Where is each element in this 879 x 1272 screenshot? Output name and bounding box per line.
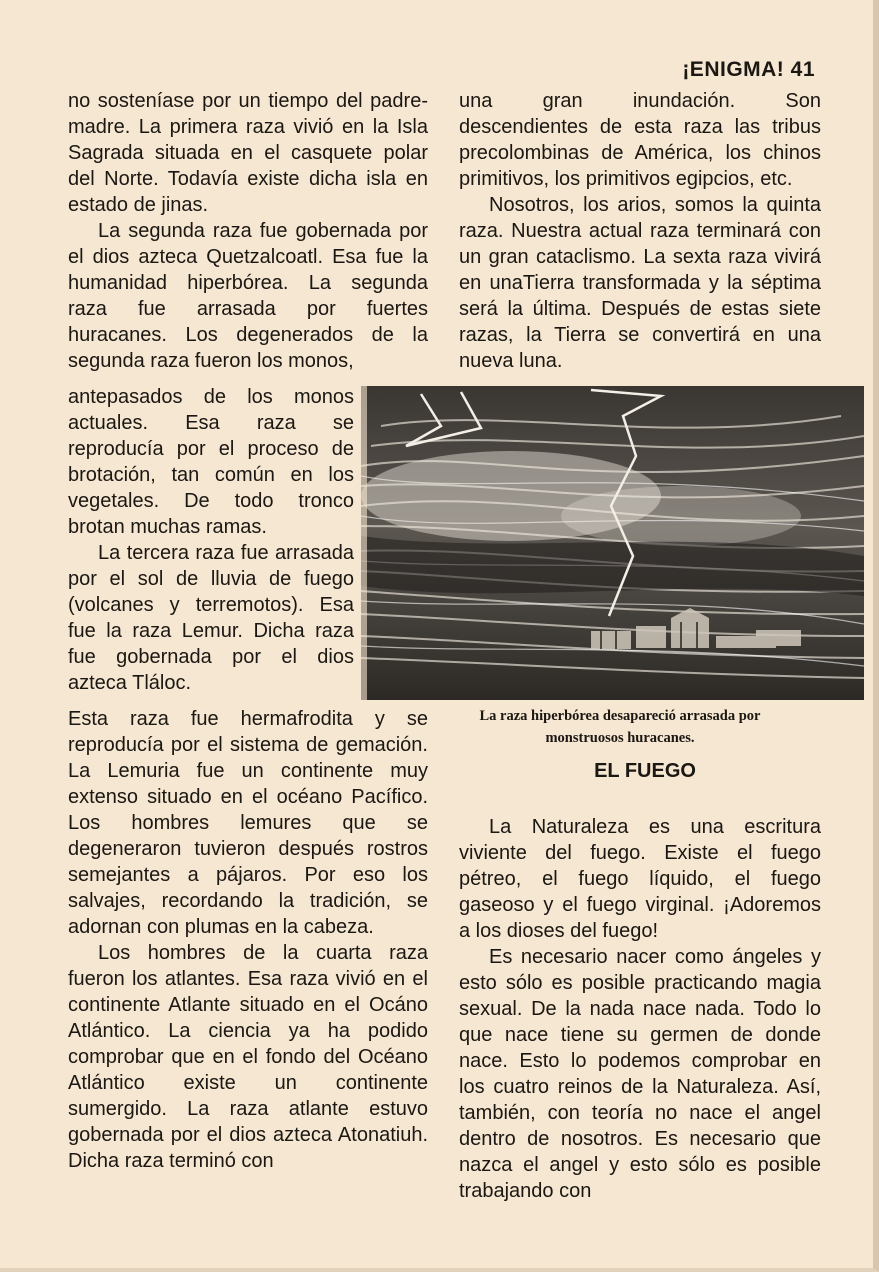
paragraph: no sosteníase por un tiempo del padre-madre. La primera raza vivió en la Isla Sagrada situada en el casquete polar del Norte. Todavía existe dicha isla en estado de jinas. bbox=[68, 90, 428, 216]
paragraph: una gran inundación. Son descendientes de esta raza las tribus precolombinas de América, los chinos primitivos, los primitivos egipcios, etc. bbox=[459, 90, 821, 190]
paragraph: antepasados de los monos actuales. Esa raza se reproducía por el proceso de brotación, tan común en los vegetales. De todo tronco brotan muchas ramas. bbox=[68, 386, 354, 538]
caption-line: La raza hiperbórea desapareció arrasada por bbox=[479, 708, 761, 724]
paragraph: Esta raza fue hermafrodita y se reproducía por el sistema de gemación. La Lemuria fue un continente muy extenso situado en el océano Pacífico. Los hombres lemures que se degeneraron tuvieron después rostros semejantes a pájaros. Por eso los salvajes, recordando la tradición, se adornan con plumas en la cabeza. bbox=[68, 708, 428, 938]
left-column-bottom bbox=[68, 706, 428, 1174]
paragraph: La tercera raza fue arrasada por el sol de lluvia de fuego (volcanes y terremotos). Esa fue la raza Lemur. Dicha raza fue gobernada por el dios azteca Tláloc. bbox=[68, 542, 354, 694]
section-title: EL FUEGO bbox=[594, 760, 696, 782]
hurricane-illustration bbox=[361, 386, 864, 700]
paragraph: Nosotros, los arios, somos la quinta raza. Nuestra actual raza terminará con un gran cataclismo. La sexta raza vivirá en unaTierra transformada y la séptima será la última. Después de estas siete razas, la Tierra se convertirá en una nueva luna. bbox=[459, 194, 821, 372]
figure-caption bbox=[420, 705, 820, 749]
right-column-top bbox=[459, 88, 821, 374]
paragraph: Los hombres de la cuarta raza fueron los atlantes. Esa raza vivió en el continente Atlante situado en el Ocáno Atlántico. La ciencia ya ha podido comprobar que en el fondo del Océano Atlántico existe un continente sumergido. La raza atlante estuvo gobernada por el dios azteca Atonatiuh. Dicha raza terminó con bbox=[68, 942, 428, 1172]
paragraph: La segunda raza fue gobernada por el dios azteca Quetzalcoatl. Esa fue la humanidad hiperbórea. La segunda raza fue arrasada por fuertes huracanes. Los degenerados de la segunda raza fueron los monos, bbox=[68, 220, 428, 372]
caption-line: monstruosos huracanes. bbox=[545, 730, 695, 746]
paragraph: La Naturaleza es una escritura viviente del fuego. Existe el fuego pétreo, el fuego líquido, el fuego gaseoso y el fuego virginal. ¡Adoremos a los dioses del fuego! bbox=[459, 816, 821, 942]
left-column-wrap bbox=[68, 384, 354, 696]
paragraph: Es necesario nacer como ángeles y esto sólo es posible practicando magia sexual. De la nada nace nada. Todo lo que nace tiene su germen de donde nace. Esto lo podemos comprobar en los cuatro reinos de la Naturaleza. Así, también, con teoría no nace el angel dentro de nosotros. Es necesario que nazca el angel y esto sólo es posible trabajando con bbox=[459, 946, 821, 1202]
left-column-top bbox=[68, 88, 428, 374]
running-head: ¡ENIGMA! 41 bbox=[682, 58, 815, 81]
right-column-bottom bbox=[459, 814, 821, 1204]
hurricane-drawing bbox=[361, 386, 864, 700]
